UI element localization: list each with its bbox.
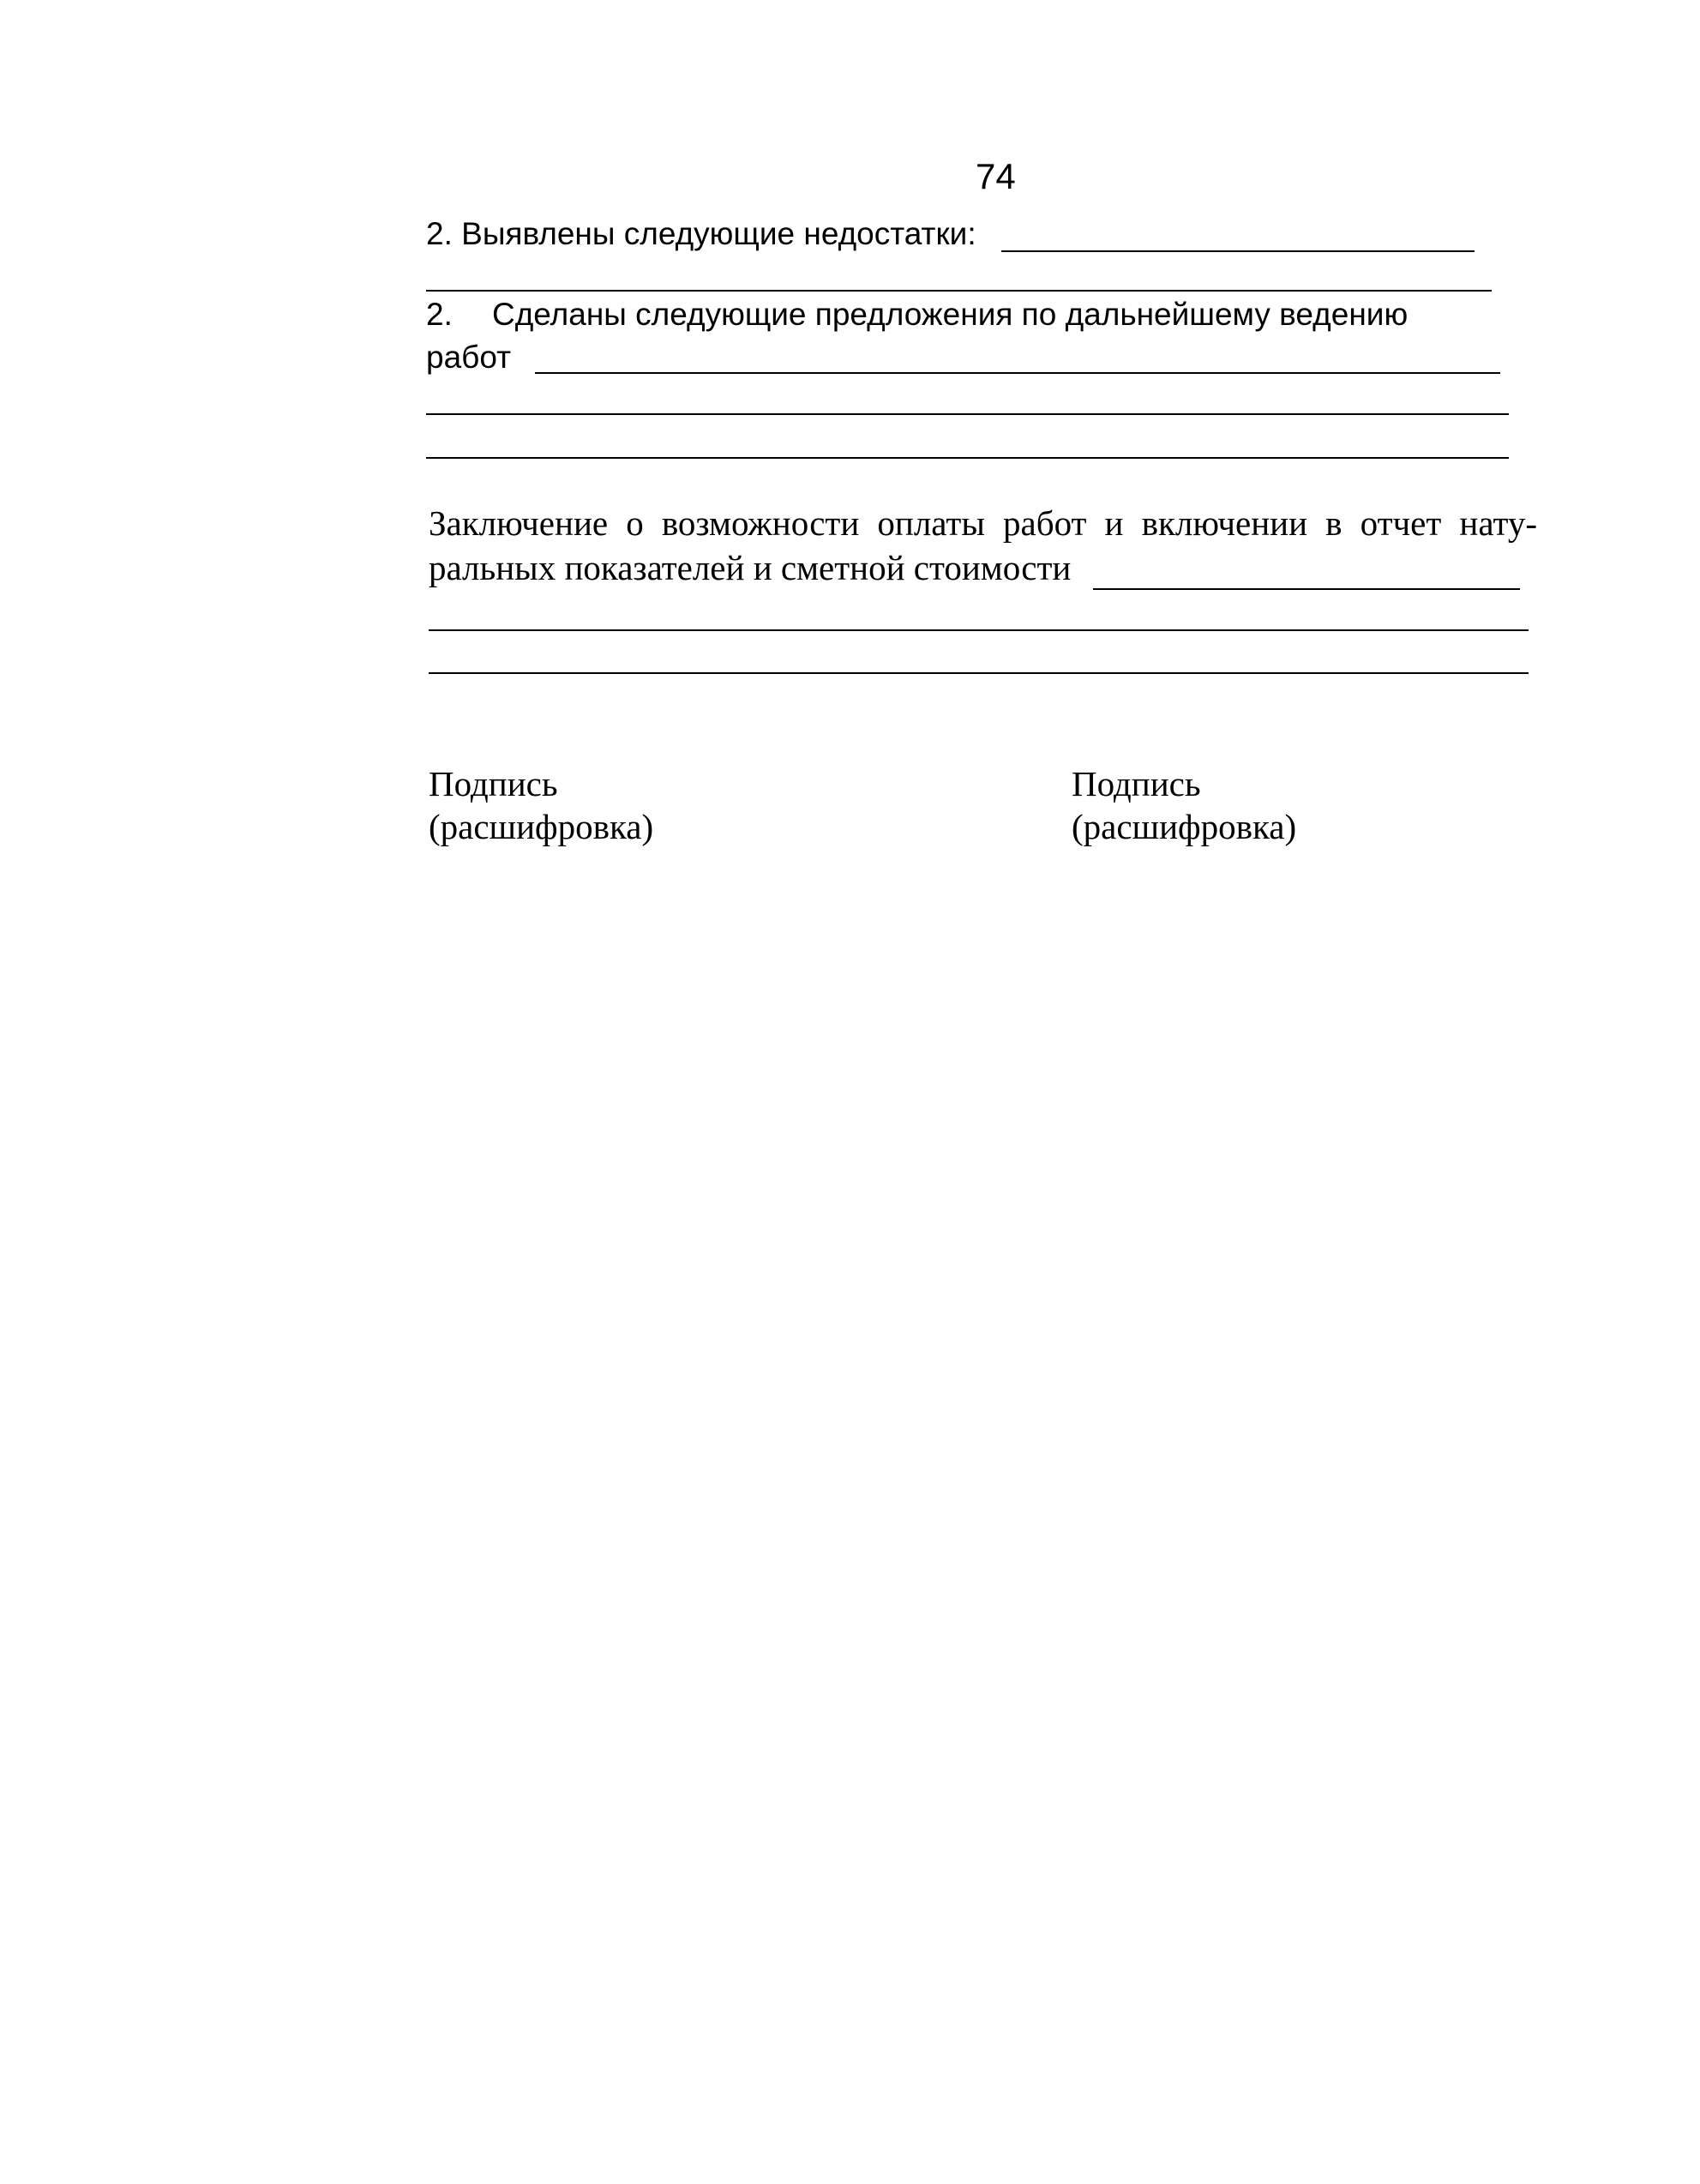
page-number: 74 [976,156,1016,196]
proposals-fill-line-2[interactable] [426,413,1509,415]
conclusion-line-2: ральных показателей и сметной стоимости [429,548,1072,587]
conclusion-fill-line-1[interactable] [1093,588,1520,590]
proposals-fill-line-3[interactable] [426,457,1509,459]
proposals-label: Сделаны следующие предложения по дальнейшему ведению [492,297,1409,332]
conclusion-fill-line-3[interactable] [429,672,1529,674]
proposals-number: 2. [426,297,453,332]
signature-left-label: Подпись [429,764,558,803]
proposals-continuation: работ [426,340,512,375]
defects-label: 2. Выявлены следующие недостатки: [426,216,976,251]
signature-right-label: Подпись [1072,764,1201,803]
proposals-fill-line-1[interactable] [535,372,1500,374]
signature-left-sub: (расшифровка) [429,807,654,846]
defects-fill-line-2[interactable] [426,290,1492,292]
conclusion-line-1: Заключение о возможности оплаты работ и включении в отчет нату- [429,503,1537,543]
defects-fill-line-1[interactable] [1001,250,1475,252]
signature-right-sub: (расшифровка) [1072,807,1297,846]
conclusion-fill-line-2[interactable] [429,629,1529,631]
